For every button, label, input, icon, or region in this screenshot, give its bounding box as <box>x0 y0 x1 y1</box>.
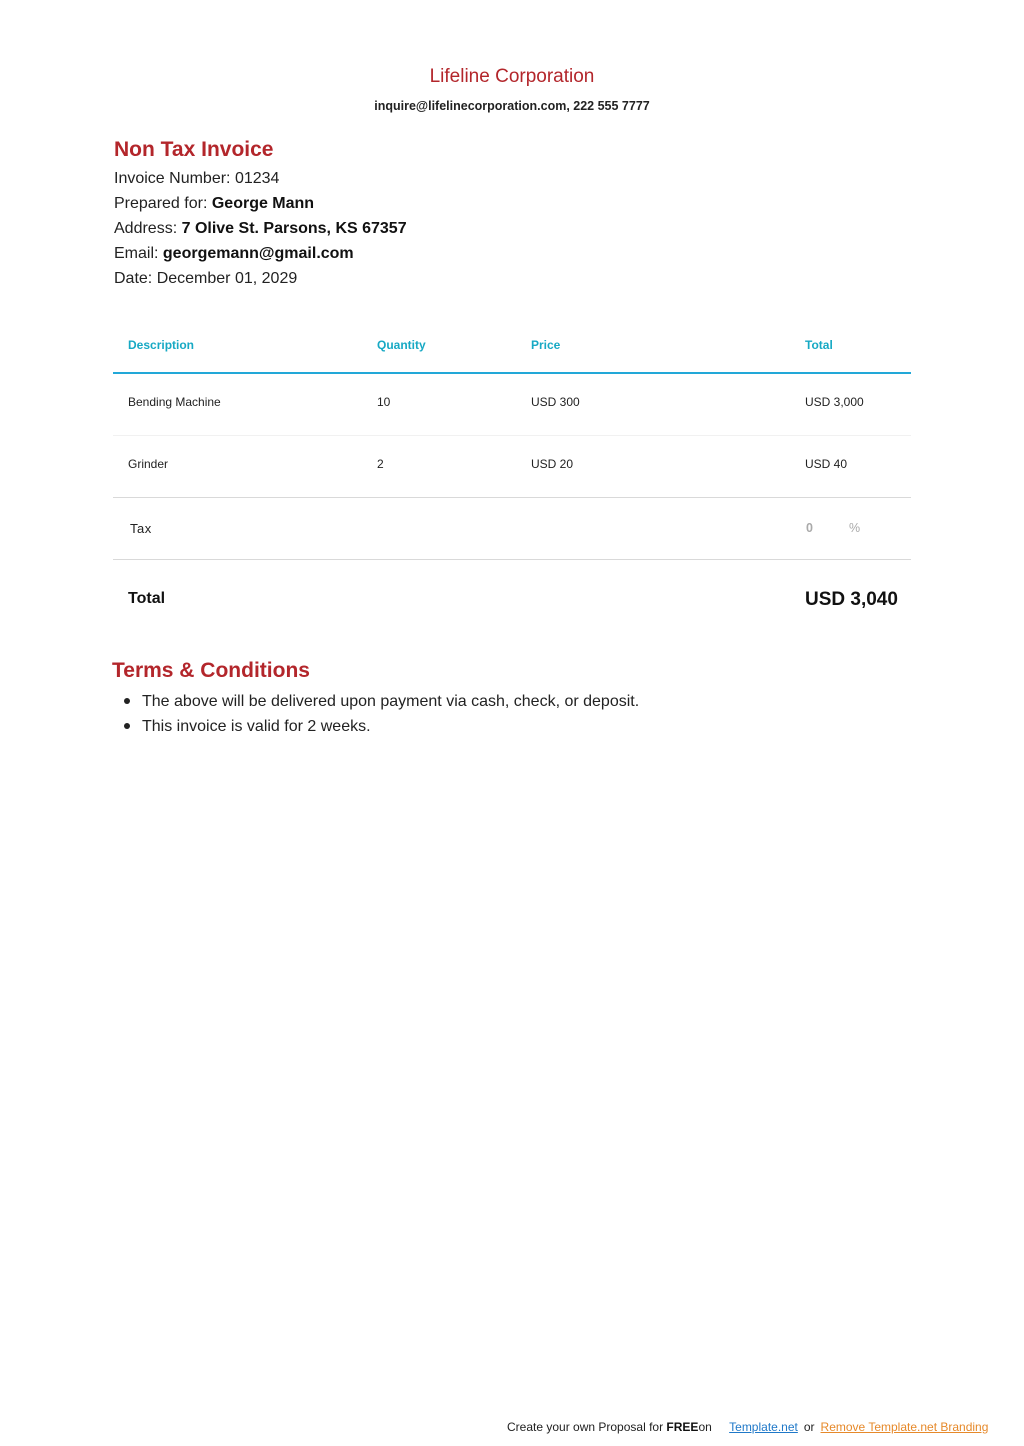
header-description: Description <box>128 338 195 352</box>
term-text: This invoice is valid for 2 weeks. <box>142 718 371 735</box>
tax-label: Tax <box>130 521 152 536</box>
date-label: Date: <box>114 270 153 287</box>
header-total: Total <box>805 338 833 352</box>
bullet-icon <box>124 698 130 704</box>
header-price: Price <box>531 338 561 352</box>
address-value: 7 Olive St. Parsons, KS 67357 <box>181 220 407 237</box>
invoice-table <box>113 320 911 640</box>
invoice-number-line <box>114 170 279 188</box>
cell-description: Grinder <box>128 457 169 471</box>
list-item <box>142 714 902 739</box>
invoice-number-value: 01234 <box>234 170 280 187</box>
tax-value: 0 <box>806 521 813 535</box>
cell-quantity: 2 <box>377 457 384 471</box>
cell-total: USD 3,000 <box>805 395 864 409</box>
date-line <box>114 270 297 288</box>
list-item <box>142 689 902 714</box>
cell-description: Bending Machine <box>128 395 221 409</box>
cell-total: USD 40 <box>805 457 848 471</box>
footer-on: on <box>698 1420 712 1434</box>
email-label: Email: <box>114 245 159 262</box>
header-quantity: Quantity <box>377 338 426 352</box>
cell-price: USD 20 <box>531 457 574 471</box>
prepared-for-label: Prepared for: <box>114 195 208 212</box>
terms-list <box>142 689 902 739</box>
footer-prefix: Create your own Proposal for <box>507 1420 667 1434</box>
tax-percent-sign: % <box>849 521 861 535</box>
company-name: Lifeline Corporation <box>429 66 595 87</box>
total-label: Total <box>128 590 166 607</box>
prepared-for-line <box>114 195 314 213</box>
bullet-icon <box>124 723 130 729</box>
email-value: georgemann@gmail.com <box>162 245 354 262</box>
table-header <box>113 320 911 374</box>
term-text: The above will be delivered upon payment via cash, check, or deposit. <box>142 693 640 710</box>
remove-branding-link[interactable]: Remove Template.net Branding <box>820 1420 989 1434</box>
terms-title: Terms & Conditions <box>112 659 310 682</box>
total-value: USD 3,040 <box>805 589 898 610</box>
address-line <box>114 220 407 238</box>
invoice-number-label: Invoice Number: <box>114 170 231 187</box>
prepared-for-value: George Mann <box>211 195 315 212</box>
table-row <box>113 374 911 436</box>
date-value: December 01, 2029 <box>156 270 298 287</box>
footer-free: FREE <box>666 1420 699 1434</box>
email-line <box>114 245 354 263</box>
cell-price: USD 300 <box>531 395 580 409</box>
total-row <box>113 560 911 640</box>
template-net-link[interactable]: Template.net <box>729 1420 798 1434</box>
footer-or: or <box>803 1420 815 1434</box>
branding-footer <box>507 1420 988 1434</box>
tax-row <box>113 498 911 560</box>
company-contact: inquire@lifelinecorporation.com, 222 555 7777 <box>374 99 650 113</box>
cell-quantity: 10 <box>377 395 391 409</box>
invoice-title: Non Tax Invoice <box>114 138 274 161</box>
address-label: Address: <box>114 220 178 237</box>
table-row <box>113 436 911 498</box>
